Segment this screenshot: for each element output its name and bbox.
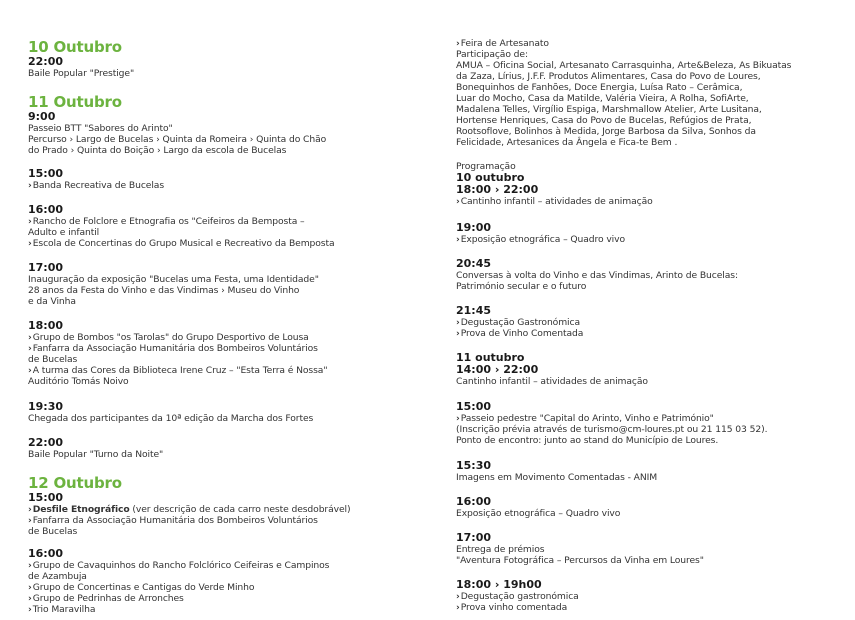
arrow-icon: › bbox=[28, 180, 32, 191]
event-line: ›Prova de Vinho Comentada bbox=[456, 328, 584, 339]
event-time: 22:00 bbox=[28, 436, 64, 449]
event-line: ›Grupo de Concertinas e Cantigas do Verde Minho bbox=[28, 582, 255, 593]
event-line: Património secular e o futuro bbox=[456, 281, 587, 292]
arrow-icon: › bbox=[456, 317, 460, 328]
arrow-icon: › bbox=[456, 413, 460, 424]
event-block bbox=[456, 305, 583, 339]
event-time: 21:45 bbox=[456, 304, 492, 317]
arrow-icon: › bbox=[28, 238, 32, 249]
event-time: 15:00 bbox=[28, 167, 64, 180]
event-block bbox=[28, 262, 319, 307]
event-line: ›Cantinho infantil – atividades de animação bbox=[456, 196, 653, 207]
event-line: ›Degustação Gastronómica bbox=[456, 317, 580, 328]
event-time: 18:00 › 22:00 bbox=[456, 183, 539, 196]
event-time: 14:00 › 22:00 bbox=[456, 363, 539, 376]
arrow-icon: › bbox=[456, 196, 460, 207]
day-heading: 12 Outubro bbox=[28, 474, 122, 492]
arrow-icon: › bbox=[28, 216, 32, 227]
event-line: (Inscrição prévia através de turismo@cm-loures.pt ou 21 115 03 52). bbox=[456, 424, 768, 435]
event-block bbox=[28, 437, 163, 460]
arrow-icon: › bbox=[28, 582, 32, 593]
event-line: Participação de: bbox=[456, 49, 528, 60]
event-line: ›Fanfarra da Associação Humanitária dos Bombeiros Voluntários bbox=[28, 515, 318, 526]
event-time: 15:00 bbox=[28, 491, 64, 504]
date-heading: 10 outubro bbox=[456, 171, 525, 184]
event-block bbox=[456, 579, 579, 613]
event-line: Imagens em Movimento Comentadas - ANIM bbox=[456, 472, 658, 483]
event-time: 16:00 bbox=[28, 203, 64, 216]
event-time: 15:00 bbox=[456, 400, 492, 413]
event-line: Inauguração da exposição "Bucelas uma Festa, uma Identidade" bbox=[28, 274, 319, 285]
event-time: 18:00 bbox=[28, 319, 64, 332]
event-line: Adulto e infantil bbox=[28, 227, 100, 238]
day-10-section bbox=[28, 38, 134, 79]
event-block bbox=[456, 532, 704, 566]
event-block bbox=[28, 204, 335, 249]
event-line: Cantinho infantil – atividades de animação bbox=[456, 376, 648, 387]
event-line: da Zaza, Lírius, J.F.F. Produtos Alimentares, Casa do Povo de Loures, bbox=[456, 71, 761, 82]
event-line: ›Escola de Concertinas do Grupo Musical e Recreativo da Bemposta bbox=[28, 238, 335, 249]
arrow-icon: › bbox=[28, 365, 32, 376]
arrow-icon: › bbox=[28, 560, 32, 571]
event-time: 19:30 bbox=[28, 400, 64, 413]
event-block bbox=[456, 258, 738, 292]
event-line: Hortense Henriques, Casa do Povo de Bucelas, Refúgios de Prata, bbox=[456, 115, 752, 126]
arrow-icon: › bbox=[28, 332, 32, 343]
event-line: e da Vinha bbox=[28, 296, 76, 307]
event-time: 15:30 bbox=[456, 459, 492, 472]
arrow-icon: › bbox=[456, 234, 460, 245]
day-11-section bbox=[28, 93, 326, 156]
arrow-icon: › bbox=[456, 591, 460, 602]
event-line: Madalena Telles, Virgílio Espiga, Marshmallow Atelier, Arte Lusitana, bbox=[456, 104, 762, 115]
event-line: Percurso › Largo de Bucelas › Quinta da Romeira › Quinta do Chão bbox=[28, 134, 327, 145]
arrow-icon: › bbox=[456, 602, 460, 613]
event-line: "Aventura Fotográfica – Percursos da Vinha em Loures" bbox=[456, 555, 704, 566]
event-line: ›Trio Maravilha bbox=[28, 604, 96, 615]
event-line: ›Banda Recreativa de Bucelas bbox=[28, 180, 165, 191]
event-line: 28 anos da Festa do Vinho e das Vindimas › Museu do Vinho bbox=[28, 285, 300, 296]
day-heading: 10 Outubro bbox=[28, 38, 122, 56]
event-time: 17:00 bbox=[28, 261, 64, 274]
event-line: Luar do Mocho, Casa da Matilde, Valéria Vieira, A Rolha, SofiArte, bbox=[456, 93, 749, 104]
event-line: ›Grupo de Pedrinhas de Arronches bbox=[28, 593, 184, 604]
event-time: 16:00 bbox=[456, 495, 492, 508]
arrow-icon: › bbox=[456, 328, 460, 339]
event-line: ›Desfile Etnográfico (ver descrição de cada carro neste desdobrável) bbox=[28, 504, 351, 515]
event-time: 20:45 bbox=[456, 257, 492, 270]
event-line: Conversas à volta do Vinho e das Vindimas, Arinto de Bucelas: bbox=[456, 270, 738, 281]
event-line: Bonequinhos de Fanhões, Doce Energia, Luísa Rato – Cerâmica, bbox=[456, 82, 743, 93]
section-title: Programação bbox=[456, 161, 516, 172]
event-line: ›Grupo de Bombos "os Tarolas" do Grupo Desportivo de Lousa bbox=[28, 332, 309, 343]
event-time: 19:00 bbox=[456, 221, 492, 234]
event-line: de Bucelas bbox=[28, 526, 78, 537]
event-time: 9:00 bbox=[28, 110, 56, 123]
event-line: ›A turma das Cores da Biblioteca Irene Cruz – "Esta Terra é Nossa" bbox=[28, 365, 328, 376]
section-title: ›Feira de Artesanato bbox=[456, 38, 549, 49]
event-line: ›Degustação gastronómica bbox=[456, 591, 579, 602]
event-time: 18:00 › 19h00 bbox=[456, 578, 542, 591]
event-line: Ponto de encontro: junto ao stand do Município de Loures. bbox=[456, 435, 719, 446]
event-time: 22:00 bbox=[28, 55, 64, 68]
event-block bbox=[28, 548, 329, 615]
event-line: Chegada dos participantes da 10ª edição da Marcha dos Fortes bbox=[28, 413, 314, 424]
event-time: 16:00 bbox=[28, 547, 64, 560]
feira-section bbox=[456, 38, 791, 148]
event-line: ›Rancho de Folclore e Etnografia os "Ceifeiros da Bemposta – bbox=[28, 216, 305, 227]
event-block bbox=[456, 460, 657, 483]
event-block bbox=[28, 320, 327, 387]
event-block bbox=[456, 222, 625, 245]
event-line: do Prado › Quinta do Boição › Largo da escola de Bucelas bbox=[28, 145, 287, 156]
event-line: Baile Popular "Turno da Noite" bbox=[28, 449, 164, 460]
day-11-block bbox=[456, 352, 648, 387]
event-line: Felicidade, Artesanices da Ângela e Fica-te Bem . bbox=[456, 137, 678, 148]
programacao-section bbox=[456, 161, 653, 207]
event-line: Entrega de prémios bbox=[456, 544, 545, 555]
event-line: ›Grupo de Cavaquinhos do Rancho Folclórico Ceifeiras e Campinos bbox=[28, 560, 330, 571]
event-block bbox=[28, 168, 164, 191]
event-block bbox=[456, 401, 767, 446]
event-line: ›Exposição etnográfica – Quadro vivo bbox=[456, 234, 625, 245]
event-line: AMUA – Oficina Social, Artesanato Carrasquinha, Arte&Beleza, As Bikuatas bbox=[456, 60, 792, 71]
event-line: Baile Popular "Prestige" bbox=[28, 68, 135, 79]
event-block bbox=[28, 401, 313, 424]
arrow-icon: › bbox=[28, 593, 32, 604]
arrow-icon: › bbox=[28, 504, 32, 515]
event-line: de Azambuja bbox=[28, 571, 87, 582]
event-line: de Bucelas bbox=[28, 354, 78, 365]
arrow-icon: › bbox=[28, 604, 32, 615]
event-line: ›Passeio pedestre "Capital do Arinto, Vinho e Património" bbox=[456, 413, 714, 424]
day-heading: 11 Outubro bbox=[28, 93, 122, 111]
event-line: Exposição etnográfica – Quadro vivo bbox=[456, 508, 621, 519]
arrow-icon: › bbox=[28, 515, 32, 526]
event-line: Passeio BTT "Sabores do Arinto" bbox=[28, 123, 173, 134]
event-line: Rootsoflove, Bolinhos à Medida, Jorge Barbosa da Silva, Sonhos da bbox=[456, 126, 756, 137]
event-block bbox=[456, 496, 620, 519]
event-line: ›Prova vinho comentada bbox=[456, 602, 568, 613]
event-line: ›Fanfarra da Associação Humanitária dos Bombeiros Voluntários bbox=[28, 343, 318, 354]
day-12-section bbox=[28, 474, 350, 537]
date-heading: 11 outubro bbox=[456, 351, 525, 364]
event-time: 17:00 bbox=[456, 531, 492, 544]
arrow-icon: › bbox=[456, 38, 460, 49]
event-line: Auditório Tomás Noivo bbox=[28, 376, 129, 387]
arrow-icon: › bbox=[28, 343, 32, 354]
